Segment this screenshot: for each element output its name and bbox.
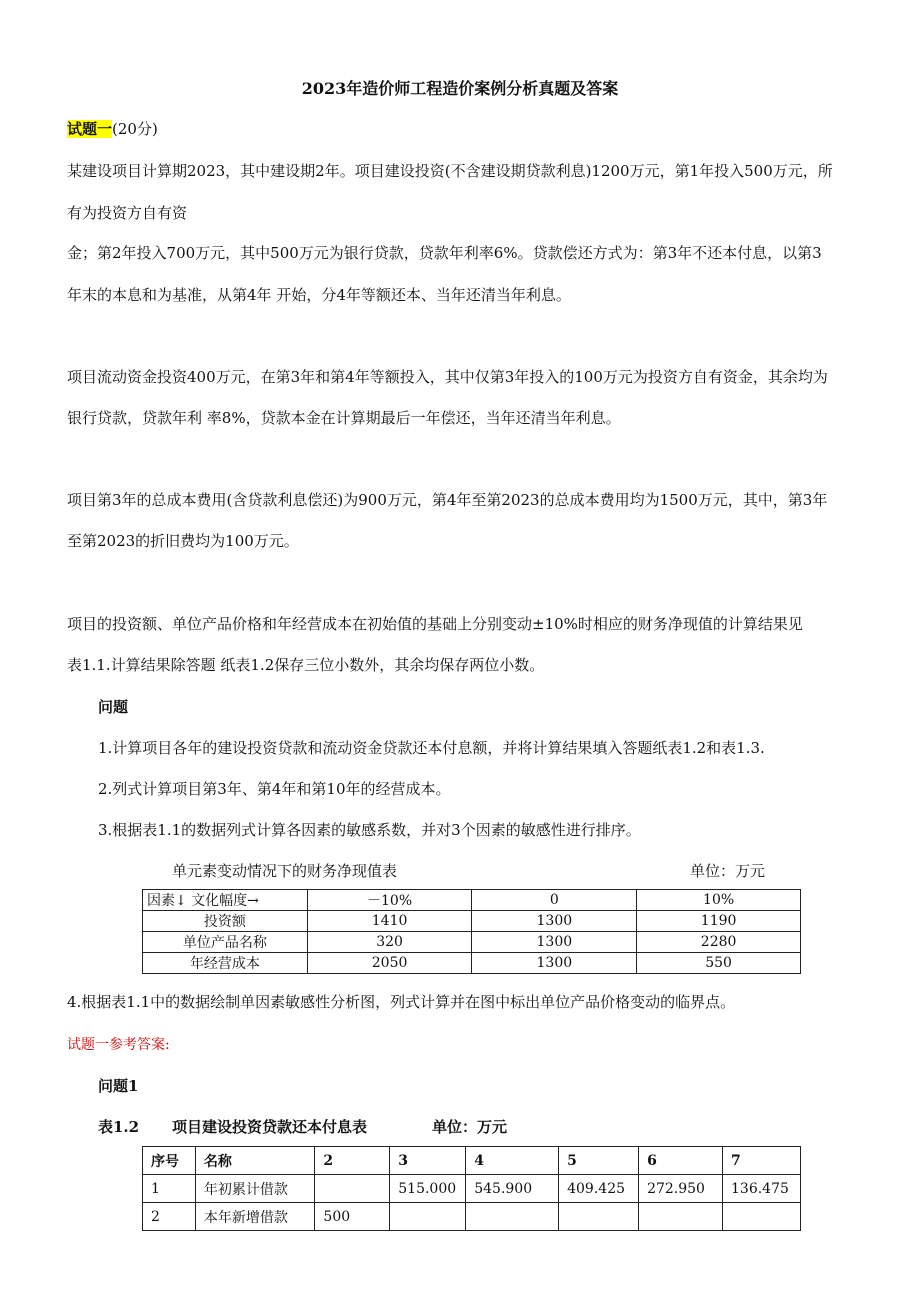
table-2-unit: 单位：万元 <box>432 1118 508 1136</box>
table-header-row <box>143 890 801 911</box>
table-cell: 272.950 <box>639 1175 723 1203</box>
table-cell: 2 <box>143 1203 196 1231</box>
table-cell: 500 <box>315 1203 390 1231</box>
table-cell: 550 <box>637 953 801 974</box>
table-cell: 1300 <box>472 932 637 953</box>
header-cell: －10% <box>307 890 472 911</box>
table-cell: 320 <box>307 932 472 953</box>
table-cell <box>390 1203 466 1231</box>
header-cell: 5 <box>559 1147 639 1175</box>
header-cell: 因素↓ 文化幅度→ <box>143 890 308 911</box>
question-item: 3.根据表1.1的数据列式计算各因素的敏感系数，并对3个因素的敏感性进行排序。 <box>98 821 641 839</box>
paragraph-4-line-1: 项目的投资额、单位产品价格和年经营成本在初始值的基础上分别变动±10%时相应的财务净现值的计算结果见 <box>67 615 803 633</box>
header-cell: 0 <box>472 890 637 911</box>
table-cell: 年经营成本 <box>143 953 308 974</box>
table-row <box>143 1203 801 1231</box>
paragraph-3-line-1: 项目第3年的总成本费用(含贷款利息偿还)为900万元，第4年至第2023的总成本费用均为1500万元，其中，第3年 <box>67 491 828 509</box>
header-cell: 序号 <box>143 1147 196 1175</box>
header-cell: 6 <box>639 1147 723 1175</box>
header-cell: 10% <box>637 890 801 911</box>
header-cell: 名称 <box>195 1147 315 1175</box>
table-cell: 2280 <box>637 932 801 953</box>
table-cell: 409.425 <box>559 1175 639 1203</box>
table-cell: 515.000 <box>390 1175 466 1203</box>
table-cell: 1190 <box>637 911 801 932</box>
answer-heading: 试题一参考答案: <box>67 1037 170 1053</box>
question-label: 试题一 <box>67 120 113 138</box>
paragraph-2-line-2: 银行贷款，贷款年利 率8%，贷款本金在计算期最后一年偿还，当年还清当年利息。 <box>67 409 621 427</box>
question-item: 2.列式计算项目第3年、第4年和第10年的经营成本。 <box>98 780 451 798</box>
table-2-caption: 项目建设投资贷款还本付息表 <box>172 1118 368 1136</box>
table-cell: 1 <box>143 1175 196 1203</box>
table-cell: 2050 <box>307 953 472 974</box>
paragraph-4-line-2: 表1.1.计算结果除答题 纸表1.2保存三位小数外，其余均保存两位小数。 <box>67 656 545 674</box>
question-item: 1.计算项目各年的建设投资贷款和流动资金贷款还本付息额，并将计算结果填入答题纸表1.2和表1.3. <box>98 739 765 757</box>
question-4: 4.根据表1.1中的数据绘制单因素敏感性分析图，列式计算并在图中标出单位产品价格变动的临界点。 <box>67 993 736 1011</box>
table-cell: 1410 <box>307 911 472 932</box>
paragraph-1-line-4: 年末的本息和为基准，从第4年 开始，分4年等额还本、当年还清当年利息。 <box>67 286 571 304</box>
table-cell: 1300 <box>472 911 637 932</box>
npv-sensitivity-table <box>142 889 801 974</box>
paragraph-1-line-1: 某建设项目计算期2023，其中建设期2年。项目建设投资(不含建设期贷款利息)1200万元，第1年投入500万元，所 <box>67 162 833 180</box>
table-cell: 1300 <box>472 953 637 974</box>
table-cell <box>466 1203 559 1231</box>
header-cell: 4 <box>466 1147 559 1175</box>
table-1-unit: 单位：万元 <box>690 862 766 880</box>
table-cell: 545.900 <box>466 1175 559 1203</box>
page-title: 2023年造价师工程造价案例分析真题及答案 <box>301 79 619 98</box>
table-cell: 136.475 <box>723 1175 801 1203</box>
table-row <box>143 911 801 932</box>
header-cell: 3 <box>390 1147 466 1175</box>
question-heading <box>67 118 158 139</box>
table-cell <box>315 1175 390 1203</box>
paragraph-1-line-2: 有为投资方自有资 <box>67 204 188 222</box>
answer-question-1: 问题1 <box>98 1077 139 1095</box>
paragraph-2-line-1: 项目流动资金投资400万元，在第3年和第4年等额投入，其中仅第3年投入的100万元为投资方自有资金，其余均为 <box>67 368 828 386</box>
table-cell <box>559 1203 639 1231</box>
table-cell: 年初累计借款 <box>195 1175 315 1203</box>
header-cell: 7 <box>723 1147 801 1175</box>
table-cell: 投资额 <box>143 911 308 932</box>
question-score: (20分) <box>112 120 158 138</box>
table-cell: 单位产品名称 <box>143 932 308 953</box>
header-cell: 2 <box>315 1147 390 1175</box>
table-2-number: 表1.2 <box>98 1118 140 1136</box>
paragraph-1-line-3: 金；第2年投入700万元，其中500万元为银行贷款，贷款年利率6%。贷款偿还方式为：第3年不还本付息，以第3 <box>67 244 822 262</box>
table-1-caption: 单元素变动情况下的财务净现值表 <box>172 862 398 880</box>
table-cell: 本年新增借款 <box>195 1203 315 1231</box>
table-row <box>143 932 801 953</box>
table-cell <box>639 1203 723 1231</box>
table-row <box>143 1175 801 1203</box>
paragraph-3-line-2: 至第2023的折旧费均为100万元。 <box>67 532 299 550</box>
questions-heading: 问题 <box>98 698 129 716</box>
loan-repayment-table <box>142 1146 801 1231</box>
table-header-row <box>143 1147 801 1175</box>
table-row <box>143 953 801 974</box>
table-cell <box>723 1203 801 1231</box>
